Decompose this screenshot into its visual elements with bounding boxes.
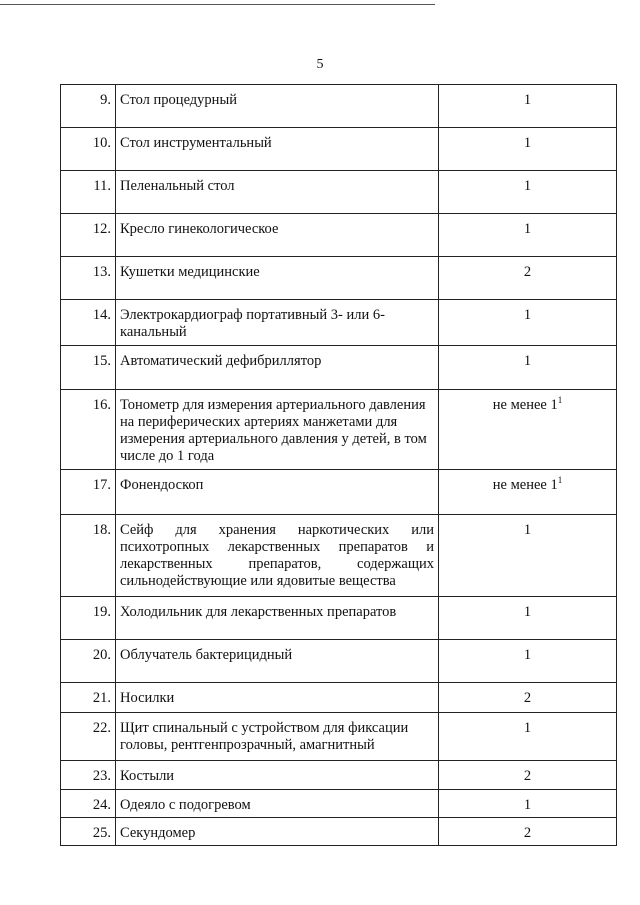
- equipment-quantity: [439, 790, 617, 818]
- footnote-mark: 1: [557, 395, 563, 405]
- table-row: [61, 597, 617, 640]
- table-row: [61, 390, 617, 470]
- quantity-value: не менее 1: [492, 477, 558, 493]
- equipment-table: [60, 84, 617, 846]
- equipment-name: Облучатель бактерицидный: [116, 640, 439, 683]
- footnote-mark: 1: [557, 475, 563, 485]
- equipment-quantity: [439, 515, 617, 597]
- quantity-value: 1: [523, 92, 532, 108]
- equipment-name: Холодильник для лекарственных препаратов: [116, 597, 439, 640]
- quantity-value: 1: [523, 353, 532, 369]
- equipment-quantity: [439, 346, 617, 390]
- equipment-quantity: [439, 300, 617, 346]
- equipment-quantity: [439, 683, 617, 713]
- equipment-quantity: [439, 713, 617, 761]
- quantity-value: 1: [523, 307, 532, 323]
- quantity-value: 1: [523, 647, 532, 663]
- equipment-name: Фонендоскоп: [116, 470, 439, 515]
- row-number: 12.: [61, 214, 116, 257]
- equipment-quantity: [439, 257, 617, 300]
- equipment-name: Стол процедурный: [116, 85, 439, 128]
- equipment-name: Костыли: [116, 761, 439, 790]
- row-number: 15.: [61, 346, 116, 390]
- row-number: 21.: [61, 683, 116, 713]
- equipment-quantity: [439, 171, 617, 214]
- equipment-name: Тонометр для измерения артериального давления на периферических артериях манжетами для измерения артериального давления у детей, в том числе до 1 года: [116, 390, 439, 470]
- equipment-name: Пеленальный стол: [116, 171, 439, 214]
- row-number: 13.: [61, 257, 116, 300]
- row-number: 16.: [61, 390, 116, 470]
- equipment-quantity: [439, 597, 617, 640]
- table-row: [61, 128, 617, 171]
- table-row: [61, 683, 617, 713]
- equipment-name: Кушетки медицинские: [116, 257, 439, 300]
- quantity-value: 1: [523, 797, 532, 813]
- quantity-value: 2: [523, 264, 532, 280]
- equipment-quantity: [439, 640, 617, 683]
- row-number: 11.: [61, 171, 116, 214]
- table-row: [61, 818, 617, 846]
- quantity-value: 1: [523, 522, 532, 538]
- quantity-value: 2: [523, 825, 532, 841]
- table-row: [61, 470, 617, 515]
- row-number: 25.: [61, 818, 116, 846]
- equipment-quantity: [439, 470, 617, 515]
- equipment-name: Одеяло с подогревом: [116, 790, 439, 818]
- equipment-name: Секундомер: [116, 818, 439, 846]
- equipment-name: Носилки: [116, 683, 439, 713]
- page-number: 5: [316, 57, 324, 72]
- row-number: 22.: [61, 713, 116, 761]
- table-row: [61, 257, 617, 300]
- top-border-line: [0, 4, 435, 5]
- equipment-quantity: [439, 128, 617, 171]
- row-number: 17.: [61, 470, 116, 515]
- equipment-quantity: [439, 390, 617, 470]
- table-row: [61, 790, 617, 818]
- row-number: 19.: [61, 597, 116, 640]
- quantity-value: 1: [523, 604, 532, 620]
- row-number: 9.: [61, 85, 116, 128]
- equipment-quantity: [439, 85, 617, 128]
- quantity-value: 1: [523, 221, 532, 237]
- equipment-quantity: [439, 818, 617, 846]
- quantity-value: 2: [523, 690, 532, 706]
- row-number: 24.: [61, 790, 116, 818]
- equipment-name: Стол инструментальный: [116, 128, 439, 171]
- equipment-name: Щит спинальный с устройством для фиксации головы, рентгенпрозрачный, амагнитный: [116, 713, 439, 761]
- table-row: [61, 85, 617, 128]
- table-row: [61, 761, 617, 790]
- quantity-value: 2: [523, 768, 532, 784]
- quantity-value: 1: [523, 178, 532, 194]
- row-number: 20.: [61, 640, 116, 683]
- table-row: [61, 300, 617, 346]
- table-row: [61, 214, 617, 257]
- table-row: [61, 640, 617, 683]
- equipment-quantity: [439, 761, 617, 790]
- row-number: 10.: [61, 128, 116, 171]
- table-row: [61, 515, 617, 597]
- equipment-name: Автоматический дефибриллятор: [116, 346, 439, 390]
- equipment-name: Кресло гинекологическое: [116, 214, 439, 257]
- quantity-value: 1: [523, 720, 532, 736]
- row-number: 14.: [61, 300, 116, 346]
- quantity-value: 1: [523, 135, 532, 151]
- equipment-quantity: [439, 214, 617, 257]
- table-row: [61, 346, 617, 390]
- row-number: 18.: [61, 515, 116, 597]
- table-row: [61, 171, 617, 214]
- equipment-name: Сейф для хранения наркотических или психотропных лекарственных препаратов и лекарственных препаратов, содержащих сильнодействующие или ядовитые вещества: [116, 515, 439, 597]
- table-row: [61, 713, 617, 761]
- row-number: 23.: [61, 761, 116, 790]
- equipment-name: Электрокардиограф портативный 3- или 6-канальный: [116, 300, 439, 346]
- quantity-value: не менее 1: [492, 397, 558, 413]
